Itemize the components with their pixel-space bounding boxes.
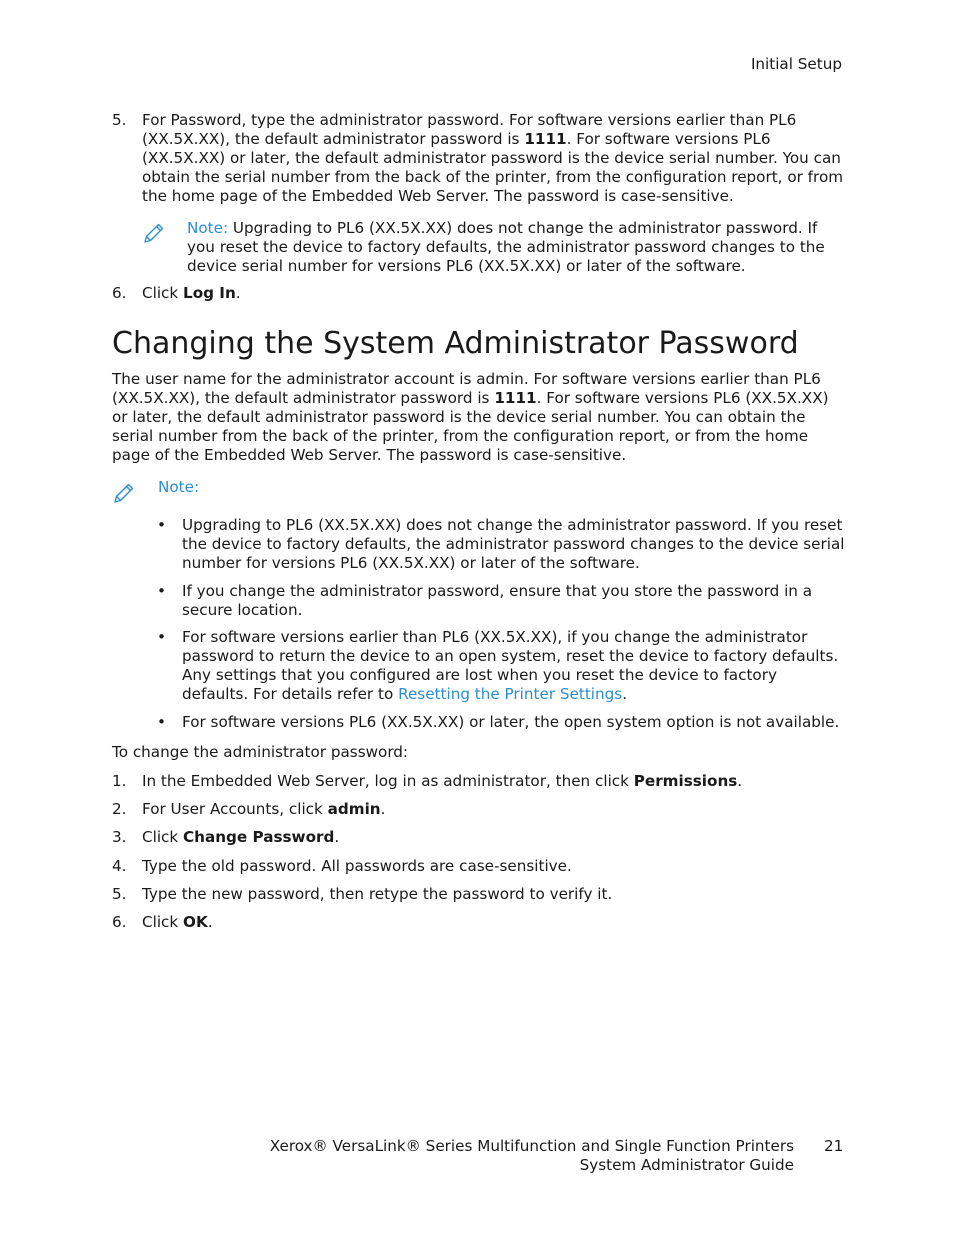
step-text: Click Log In. (142, 284, 241, 302)
pencil-icon (112, 481, 136, 505)
note-label: Note: (158, 478, 200, 496)
step-number: 6. (112, 913, 127, 931)
step-number: 2. (112, 800, 127, 818)
footer-title (270, 1137, 794, 1175)
pencil-icon (142, 221, 166, 245)
resetting-printer-settings-link[interactable]: Resetting the Printer Settings (398, 685, 623, 703)
intro-paragraph: The user name for the administrator account is admin. For software versions earlier than PL6 (XX.5X.XX), the default administrator password is 1111. For software versions PL6 (XX.5X.XX) or later, the default administrator password is the device serial number. You can obtain the serial number from the back of the printer, from the configuration report, or from the home page of the Embedded Web Server. The password is case-sensitive. (112, 370, 829, 464)
footer-product: Xerox® VersaLink® Series Multifunction and Single Function Printers (269, 1137, 794, 1155)
footer-guide: System Administrator Guide (579, 1156, 794, 1174)
step-number: 5. (112, 111, 127, 129)
step-number: 3. (112, 828, 127, 846)
bullet-text: For software versions PL6 (XX.5X.XX) or later, the open system option is not available. (182, 713, 840, 731)
step-number: 6. (112, 284, 127, 302)
step-text: Type the old password. All passwords are case-sensitive. (142, 857, 572, 875)
step-text: Click Change Password. (142, 828, 340, 846)
step-text: In the Embedded Web Server, log in as administrator, then click Permissions. (142, 772, 743, 790)
step-number: 4. (112, 857, 127, 875)
step-number: 1. (112, 772, 127, 790)
bullet-dot: • (157, 516, 166, 534)
note-text: Note: Upgrading to PL6 (XX.5X.XX) does not change the administrator password. If you reset the device to factory defaults, the administrator password changes to the device serial number for versions PL6 (XX.5X.XX) or later of the software. (187, 219, 825, 275)
section-heading: Changing the System Administrator Password (112, 326, 799, 361)
step-text: For Password, type the administrator password. For software versions earlier than PL6 (XX.5X.XX), the default administrator password is 1111. For software versions PL6 (XX.5X.XX) or later, the default administrator password is the device serial number. You can obtain the serial number from the back of the printer, from the configuration report, or from the home page of the Embedded Web Server. The password is case-sensitive. (142, 111, 844, 205)
step-text: Type the new password, then retype the password to verify it. (142, 885, 613, 903)
bullet-dot: • (157, 582, 166, 600)
bullet-dot: • (157, 713, 166, 731)
note-label: Note: (187, 219, 229, 237)
bullet-dot: • (157, 628, 166, 646)
bullet-text: If you change the administrator password, ensure that you store the password in a secure location. (182, 582, 813, 619)
step-number: 5. (112, 885, 127, 903)
bullet-text: For software versions earlier than PL6 (XX.5X.XX), if you change the administrator password to return the device to an open system, reset the device to factory defaults. Any settings that you configured are lost when you reset the device to factory defaults. For details refer to Resetting the Printer Settings. (182, 628, 839, 703)
step-text: Click OK. (142, 913, 213, 931)
running-header: Initial Setup (750, 55, 842, 73)
step-text: For User Accounts, click admin. (142, 800, 386, 818)
bullet-text: Upgrading to PL6 (XX.5X.XX) does not change the administrator password. If you reset the device to factory defaults, the administrator password changes to the device serial number for versions PL6 (XX.5X.XX) or later of the software. (182, 516, 845, 572)
page-number: 21 (824, 1137, 844, 1155)
procedure-lead: To change the administrator password: (112, 743, 409, 761)
